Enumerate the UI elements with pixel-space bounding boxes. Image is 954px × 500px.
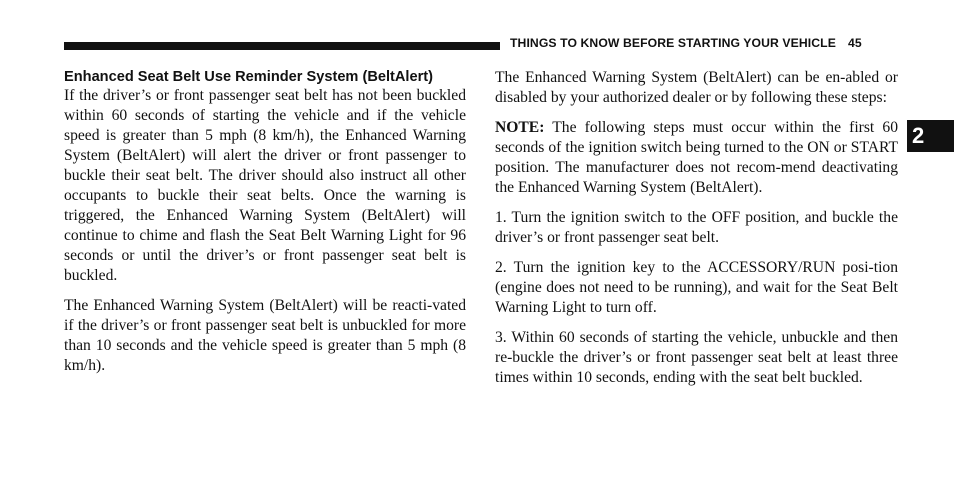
paragraph: If the driver’s or front passenger seat belt has not been buckled within 60 seconds of starting the vehicle and if the vehicle speed is greater than 5 mph (8 km/h), the Enhanced Warning System (BeltAlert) will alert the driver or front passenger to buckle their seat belt. The driver should also instruct all other occupants to buckle their seat belts. Once the warning is triggered, the Enhanced Warning System (BeltAlert) will continue to chime and flash the Seat Belt Warning Light for 96 seconds or until the driver’s or front passenger seat belt is buckled. bbox=[64, 87, 466, 284]
page-number: 45 bbox=[847, 36, 862, 50]
step-item: 2. Turn the ignition key to the ACCESSORY/RUN posi-tion (engine does not need to be running), and wait for the Seat Belt Warning Light to turn off. bbox=[495, 259, 898, 316]
step-item: 1. Turn the ignition switch to the OFF position, and buckle the driver’s or front passenger seat belt. bbox=[495, 209, 898, 246]
section-title: THINGS TO KNOW BEFORE STARTING YOUR VEHICLE bbox=[510, 36, 836, 50]
right-column bbox=[495, 68, 898, 398]
step-item: 3. Within 60 seconds of starting the vehicle, unbuckle and then re-buckle the driver’s or front passenger seat belt at least three times within 10 seconds, ending with the seat belt buckled. bbox=[495, 329, 898, 386]
note-text: The following steps must occur within the first 60 seconds of the ignition switch being turned to the ON or START position. The manufacturer does not recom-mend deactivating the Enhanced Warning System (BeltAlert). bbox=[495, 119, 898, 196]
intro-paragraph: The Enhanced Warning System (BeltAlert) can be en-abled or disabled by your authorized dealer or by following these steps: bbox=[495, 69, 898, 106]
note-paragraph bbox=[495, 118, 898, 198]
header-rule bbox=[64, 42, 500, 50]
note-label: NOTE: bbox=[495, 119, 545, 136]
chapter-tab: 2 bbox=[907, 120, 954, 152]
section-heading: Enhanced Seat Belt Use Reminder System (BeltAlert) bbox=[64, 69, 434, 85]
left-column bbox=[64, 68, 466, 386]
paragraph: The Enhanced Warning System (BeltAlert) will be reacti-vated if the driver’s or front passenger seat belt is unbuckled for more than 10 seconds and the vehicle speed is greater than 5 mph (8 km/h). bbox=[64, 297, 466, 374]
running-header bbox=[510, 36, 862, 50]
